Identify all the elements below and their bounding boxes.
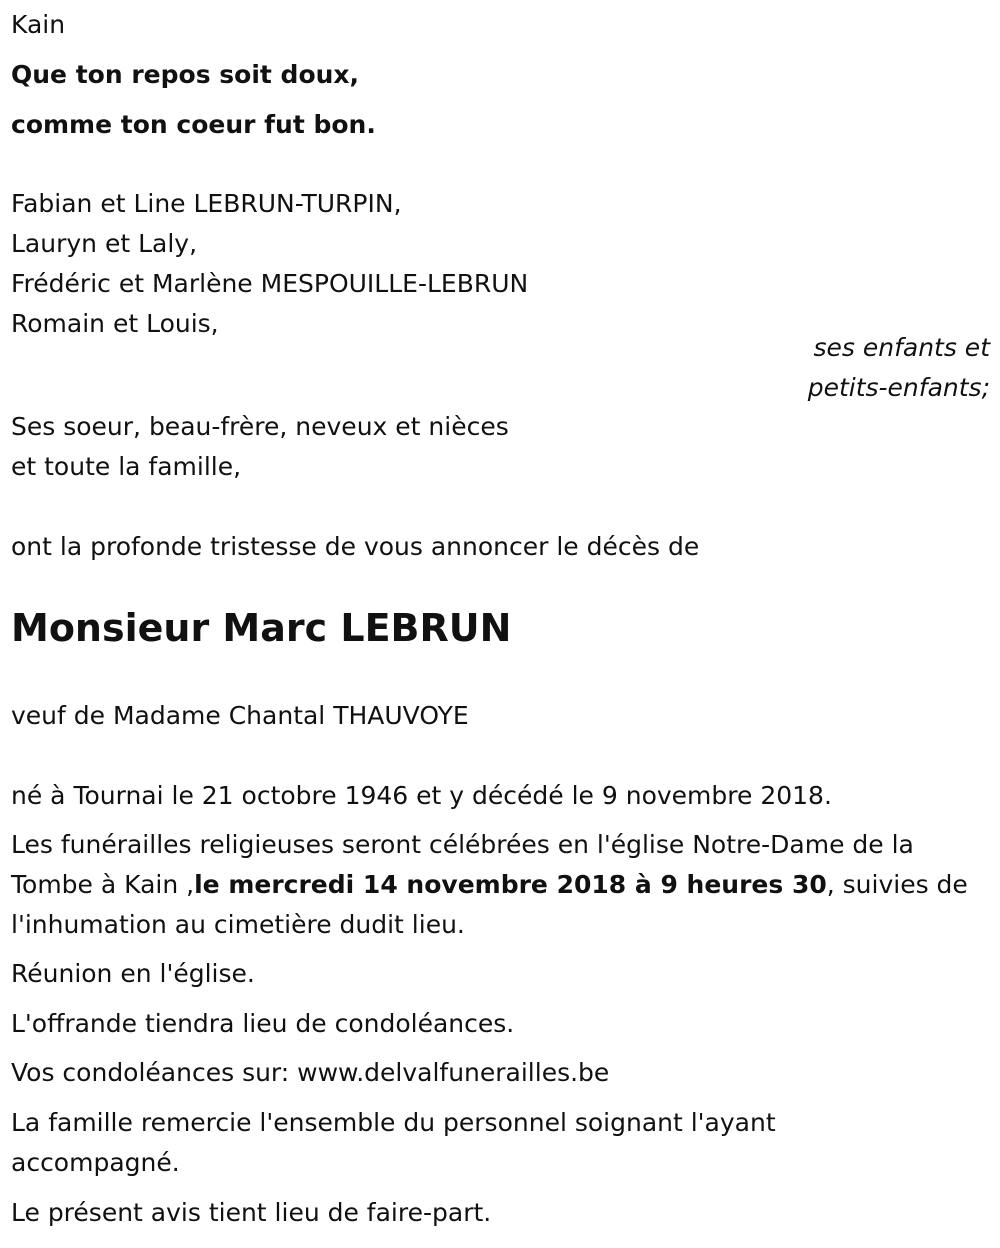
extended-family-line-1: Ses soeur, beau-frère, neveux et nièces — [11, 412, 509, 441]
family-line-2: Lauryn et Laly, — [11, 229, 198, 258]
epitaph-line-2: comme ton coeur fut bon. — [11, 110, 376, 139]
epitaph-line-1: Que ton repos soit doux, — [11, 60, 360, 89]
thanks-text: La famille remercie l'ensemble du personnel soignant l'ayant accompagné. — [11, 1108, 776, 1177]
relation-line-1: ses enfants et — [813, 333, 990, 362]
funeral-text-before: Les funérailles religieuses seront célébrées en l'église Notre-Dame de la Tombe à Kain , — [11, 830, 914, 899]
notice-text: Le présent avis tient lieu de faire-part. — [11, 1198, 492, 1227]
deceased-name: Monsieur Marc LEBRUN — [11, 606, 512, 650]
birth-death-text: né à Tournai le 21 octobre 1946 et y décédé le 9 novembre 2018. — [11, 781, 832, 810]
extended-family-line-2: et toute la famille, — [11, 452, 242, 481]
family-line-4: Romain et Louis, — [11, 309, 219, 338]
condolences-text: Vos condoléances sur: www.delvalfunerailles.be — [11, 1058, 610, 1087]
family-line-1: Fabian et Line LEBRUN-TURPIN, — [11, 189, 402, 218]
funeral-text-after: , suivies de l'inhumation au cimetière dudit lieu. — [11, 870, 968, 939]
widower-text: veuf de Madame Chantal THAUVOYE — [11, 701, 469, 730]
family-line-3: Frédéric et Marlène MESPOUILLE-LEBRUN — [11, 269, 529, 298]
offering-text: L'offrande tiendra lieu de condoléances. — [11, 1009, 515, 1038]
funeral-paragraph — [11, 825, 986, 945]
funeral-date: le mercredi 14 novembre 2018 à 9 heures 30 — [194, 870, 827, 899]
location-text: Kain — [11, 10, 66, 39]
meeting-text: Réunion en l'église. — [11, 959, 255, 988]
announcement-text: ont la profonde tristesse de vous annoncer le décès de — [11, 532, 700, 561]
relation-line-2: petits-enfants; — [807, 373, 990, 402]
